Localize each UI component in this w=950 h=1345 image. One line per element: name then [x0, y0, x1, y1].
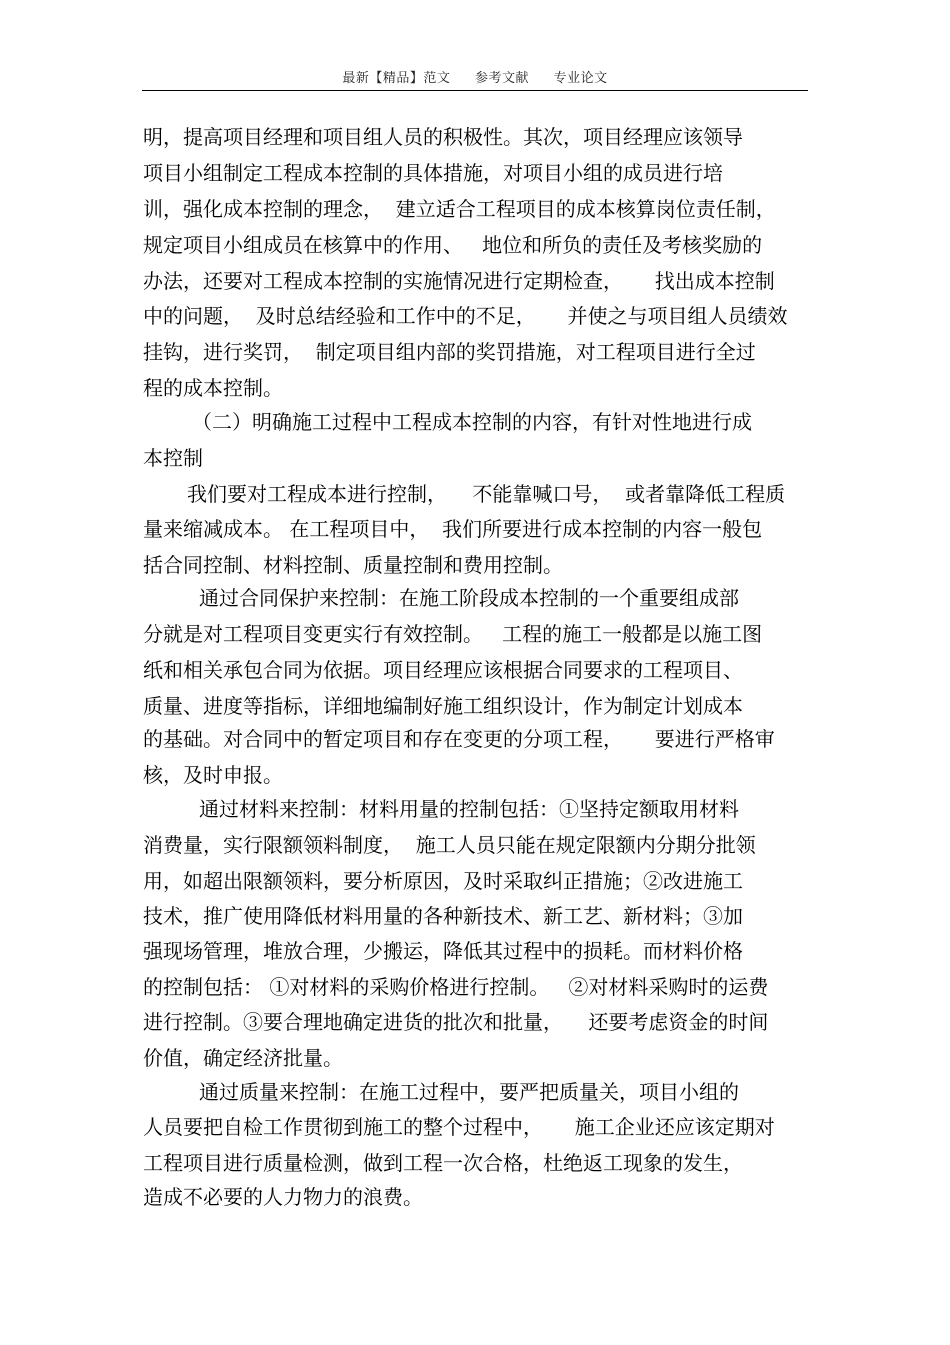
text-line: 办法，还要对工程成本控制的实施情况进行定期检查， 找出成本控制 [143, 269, 775, 293]
text-line: 规定项目小组成员在核算中的作用、 地位和所负的责任及考核奖励的 [143, 233, 763, 257]
text-line: 价值，确定经济批量。 [143, 1046, 343, 1070]
header-item-cankao: 参考文献 [474, 71, 529, 86]
text-line: 通过材料来控制：材料用量的控制包括：①坚持定额取用材料 [199, 797, 739, 821]
text-line: 程的成本控制。 [143, 376, 283, 400]
section-heading-cont: 本控制 [143, 446, 203, 470]
text-line: 我们要对工程成本进行控制， 不能靠喊口号， 或者靠降低工程质 [187, 482, 786, 506]
text-line: 工程项目进行质量检测，做到工程一次合格，杜绝返工现象的发生， [143, 1151, 743, 1175]
text-line: 项目小组制定工程成本控制的具体措施，对项目小组的成员进行培 [143, 161, 723, 185]
text-line: 通过质量来控制：在施工过程中，要严把质量关，项目小组的 [199, 1080, 739, 1104]
text-line: 核，及时申报。 [143, 763, 283, 787]
text-line: 进行控制。③要合理地确定进货的批次和批量， 还要考虑资金的时间 [143, 1010, 769, 1034]
text-line: 造成不必要的人力物力的浪费。 [143, 1185, 423, 1209]
text-line: 纸和相关承包合同为依据。项目经理应该根据合同要求的工程项目、 [143, 658, 743, 682]
text-line: 括合同控制、材料控制、质量控制和费用控制。 [143, 553, 563, 577]
text-line: 人员要把自检工作贯彻到施工的整个过程中， 施工企业还应该定期对 [143, 1115, 775, 1139]
header-item-lunwen: 专业论文 [553, 71, 608, 86]
text-line: 的控制包括： ①对材料的采购价格进行控制。 ②对材料采购时的运费 [143, 975, 769, 999]
text-line: 明，提高项目经理和项目组人员的积极性。其次，项目经理应该领导 [143, 125, 743, 149]
text-line: 质量、进度等指标，详细地编制好施工组织设计，作为制定计划成本 [143, 694, 743, 718]
header-item-fanwen: 最新【精品】范文 [342, 71, 451, 86]
text-line: 训，强化成本控制的理念， 建立适合工程项目的成本核算岗位责任制， [143, 197, 776, 221]
text-line: 的基础。对合同中的暂定项目和存在变更的分项工程， 要进行严格审 [143, 727, 775, 751]
text-line: 通过合同保护来控制：在施工阶段成本控制的一个重要组成部 [199, 586, 739, 610]
section-heading: （二）明确施工过程中工程成本控制的内容，有针对性地进行成 [192, 410, 752, 434]
text-line: 用，如超出限额领料，要分析原因，及时采取纠正措施；②改进施工 [143, 869, 743, 893]
text-line: 中的问题， 及时总结经验和工作中的不足， 并使之与项目组人员绩效 [143, 304, 788, 328]
text-line: 挂钩，进行奖罚， 制定项目组内部的奖罚措施，对工程项目进行全过 [143, 340, 756, 364]
text-line: 量来缩减成本。 在工程项目中， 我们所要进行成本控制的内容一般包 [143, 517, 763, 541]
text-line: 强现场管理，堆放合理，少搬运，降低其过程中的损耗。而材料价格 [143, 939, 743, 963]
text-line: 技术，推广使用降低材料用量的各种新技术、新工艺、新材料；③加 [143, 904, 743, 928]
text-line: 分就是对工程项目变更实行有效控制。 工程的施工一般都是以施工图 [143, 622, 763, 646]
text-line: 消费量，实行限额领料制度， 施工人员只能在规定限额内分期分批领 [143, 833, 756, 857]
